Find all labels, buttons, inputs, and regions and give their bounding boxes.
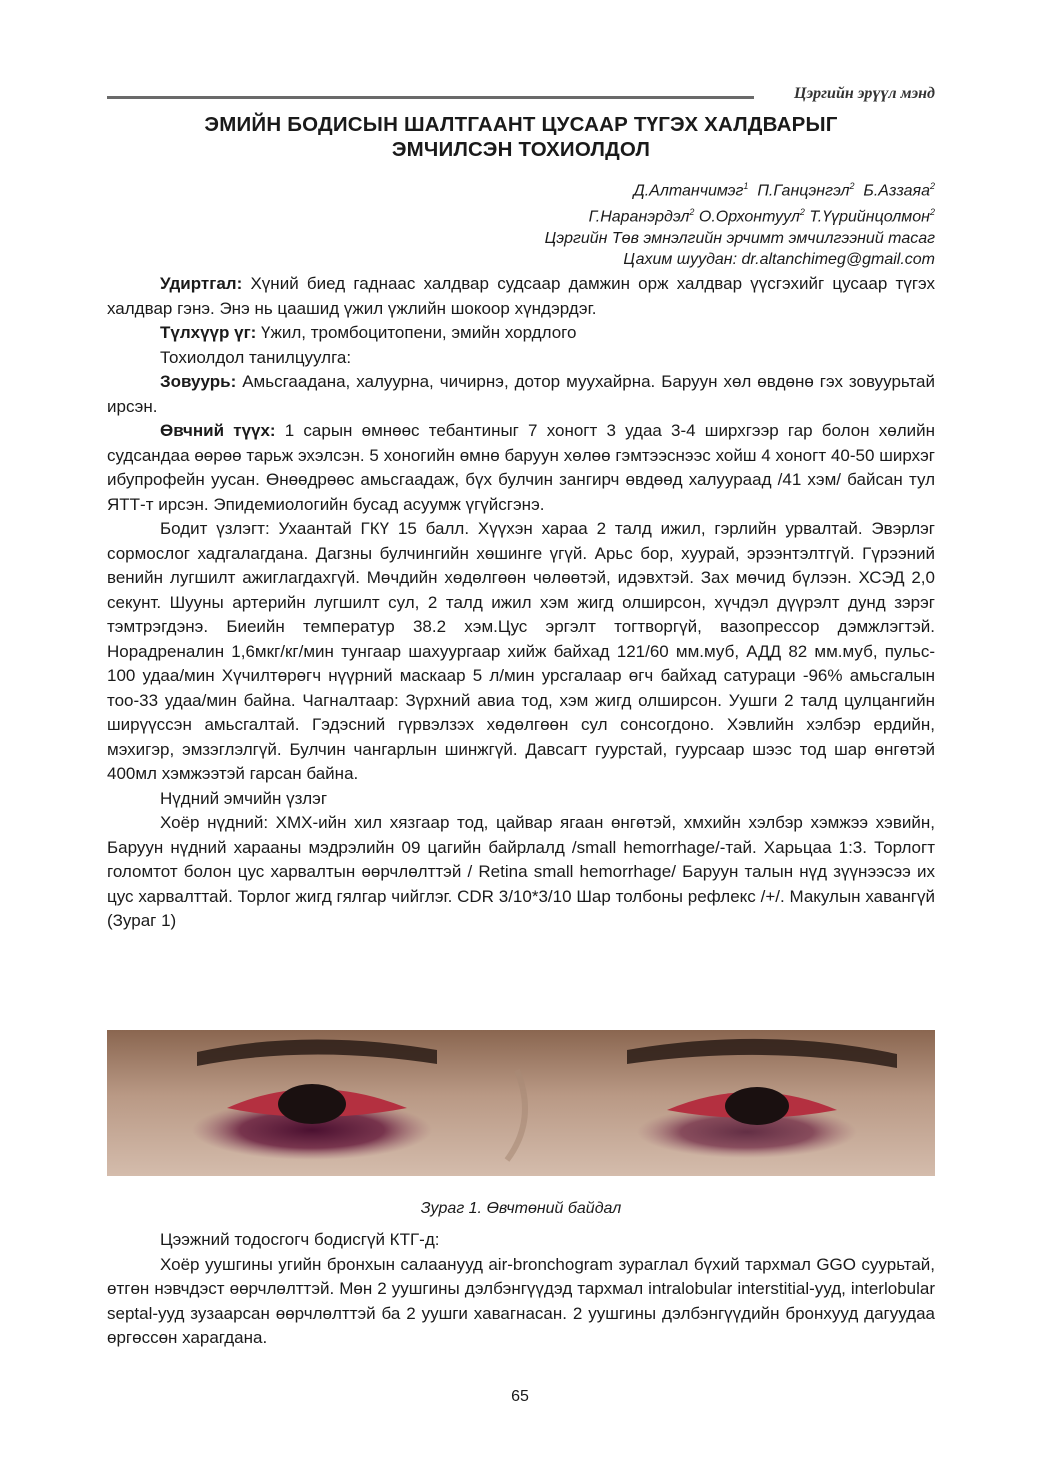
author: Г.Наранэрдэл	[588, 208, 690, 226]
author: О.Орхонтуул	[698, 208, 800, 226]
intro-paragraph: Удиртгал: Хүний биед гаднаас халдвар судсаар дамжин орж халдвар үүсгэхийг цусаар түгэх халдвар гэнэ. Энэ нь цаашид үжил үжлийн шокоор хүндэрдэг.	[107, 274, 935, 318]
case-intro: Тохиолдол танилцуулга:	[160, 347, 352, 367]
complaint-paragraph: Зовуурь: Амьсгаадана, халуурна, чичирнэ, дотор муухайрна. Баруун хөл өвдөнө гэх зовуурьтай ирсэн.	[107, 372, 935, 416]
figure-caption: Зураг 1. Өвчтөний байдал	[420, 1200, 622, 1217]
main-text	[107, 272, 935, 934]
page-number: 65	[511, 1388, 529, 1405]
eye-heading: Нүдний эмчийн үзлэг	[160, 788, 328, 808]
affiliation: Цэргийн Төв эмнэлгийн эрчимт эмчилгээний тасаг	[544, 229, 935, 247]
author: Т.Үүрийнцолмон	[809, 208, 930, 226]
article-title	[107, 112, 935, 162]
figure-1-eyes-photo	[107, 1030, 935, 1176]
author-line-1: Д.Алтанчимэг$^1$ П.Ганцэнгэл$^2$ Б.Аззаяа$^2$	[633, 181, 935, 200]
journal-name: Цэргийн эрүүл мэнд	[794, 85, 935, 102]
title-line-1: ЭМИЙН БОДИСЫН ШАЛТГААНТ ЦУСААР ТҮГЭХ ХАЛДВАРЫГ	[204, 113, 838, 136]
email: Цахим шуудан: dr.altanchimeg@gmail.com	[623, 251, 935, 269]
exam-paragraph: Бодит үзлэгт: Ухаантай ГКҮ 15 балл. Хүүхэн хараа 2 талд ижил, гэрлийн урвалтай. Эвэрлэг сормослог хадгалагдана. Дагзны булчингийн хөшинге үгүй. Арьс бор, хуурай, эрээнтэлтгүй. Гүрээний венийн лугшилт ажиглагдахгүй. Мөчдийн хөдөлгөөн чөлөөтэй, идэвхтэй. Зах мөчид бүлээн. ХСЭД 2,0 секунт. Шууны артерийн лугшилт сул, 2 талд ижил хэм жигд олширсон, хүчдэл дүүрэлт дунд зэрэг тэмтрэгдэнэ. Биеийн температур 38.2 хэм.Цус эргэлт тогтворгүй, вазопрессор дэмжлэгтэй. Норадреналин 1,6мкг/кг/мин тунгаар шахуургаар хийж байхад 121/60 мм.муб, АДД 82 мм.муб, пульс- 100 удаа/мин Хүчилтөрөгч нүүрний маскаар 5 л/мин урсгалаар өгч байхад сатураци -96% амьсгалын тоо-33 удаа/мин байна. Чагналтаар: Зүрхний авиа тод, хэм жигд олширсон. Уушги 2 талд цулцангийн ширүүссэн амьсгалтай. Гэдэсний гүрвэлзэх хөдөлгөөн сул сонсогдоно. Хэвлийн хэлбэр ердийн, мэхигэр, эмзэглэлгүй. Булчин чангарлын шинжгүй. Давсагт гуурстай, гуурсаар шээс тод шар өнгөтэй 400мл хэмжээтэй гарсан байна.	[107, 519, 935, 783]
eye-paragraph: Хоёр нүдний: ХМХ-ийн хил хязгаар тод, цайвар ягаан өнгөтэй, хмхийн хэлбэр хэмжээ хэвийн, Баруун нүдний харааны мэдрэлийн 09 цагийн байрлалд /small hemorrhage/-тай. Харьцаа 1:3. Торлогт голомтот болон цус харвалтын өөрчлөлттэй / Retina small hemorrhage/ Баруун талын нүд зүүнээсээ их цус харвалттай. Торлог жигд гялгар чийглэг. CDR 3/10*3/10 Шар толбоны рефлекс /+/. Макулын хавангүй (Зураг 1)	[107, 813, 935, 930]
title-line-2: ЭМЧИЛСЭН ТОХИОЛДОЛ	[391, 138, 651, 161]
eyes-photo-illustration	[107, 1030, 935, 1176]
author: Д.Алтанчимэг	[633, 182, 744, 200]
author: Б.Аззаяа	[863, 182, 930, 200]
authors-block	[400, 176, 935, 271]
history-paragraph: Өвчний түүх: 1 сарын өмнөөс тебантиныг 7 хоногт 3 удаа 3-4 ширхгээр гар болон хөлийн судсандаа өөрөө тарьж эхэлсэн. 5 хоногийн өмнө баруун хөлөө гэмтээснээс хойш 4 хоногт 40-50 ширхэг ибупрофейн уусан. Өнөөдрөөс амьсгаадаж, бүх булчин зангирч өвдөөд халуураад /41 хэм/ байсан тул ЯТТ-т ирсэн. Эпидемиологийн бусад асуумж үгүйсгэнэ.	[107, 421, 936, 514]
header-rule	[107, 96, 754, 99]
ct-heading: Цээжний тодосгогч бодисгүй КТГ-д:	[160, 1230, 440, 1249]
author-line-2: Г.Наранэрдэл$^2$ О.Орхонтуул$^2$ Т.Үүрийнцолмон$^2$	[588, 206, 935, 226]
author: П.Ганцэнгэл	[757, 182, 850, 200]
main-text-continued	[107, 1228, 935, 1351]
ct-paragraph: Хоёр уушгины угийн бронхын салаанууд air-bronchogram зураглал бүхий тархмал GGO суурьтай, өтгөн нэвчдэст өөрчлөлттэй. Мөн 2 уушгины дэлбэнгүүдэд тархмал intralobular interstitial-ууд, interlobular septal-ууд зузаарсан өөрчлөлттэй ба 2 уушги хавагнасан. 2 уушгины дэлбэнгүүдийн бронхууд дагуудаа өргөссөн харагдана.	[107, 1254, 935, 1347]
keywords-paragraph: Түлхүүр үг: Үжил, тромбоцитопени, эмийн хордлого	[160, 323, 577, 342]
